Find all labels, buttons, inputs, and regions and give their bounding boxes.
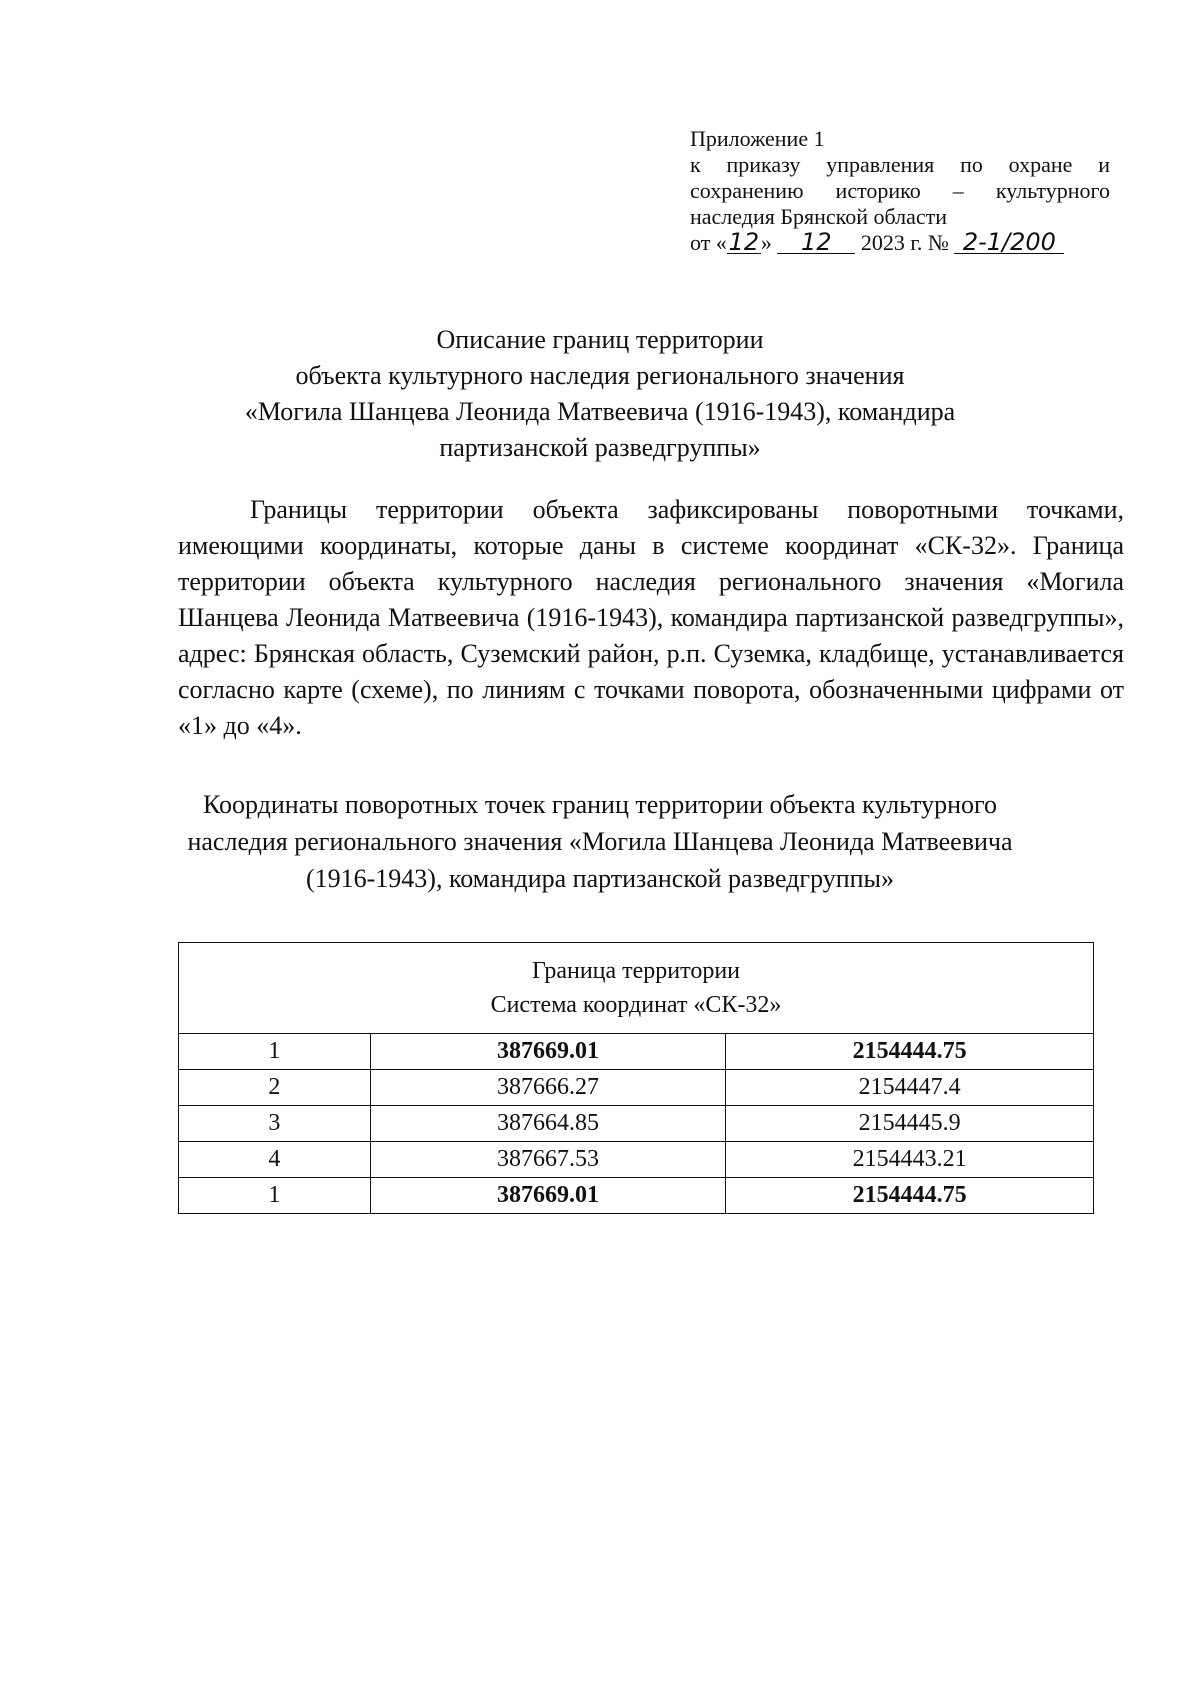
y-coordinate-cell: 2154447.4: [726, 1070, 1094, 1106]
coordinates-table: [178, 942, 1094, 1214]
x-coordinate-cell: 387669.01: [370, 1034, 726, 1070]
table-row: [179, 1034, 1094, 1070]
handwritten-day: 12: [728, 228, 760, 256]
point-cell: 4: [179, 1142, 371, 1178]
coordinates-heading-line: Координаты поворотных точек границ территории объекта культурного: [202, 790, 998, 819]
date-year: 2023 г. №: [860, 230, 949, 255]
handwritten-month: 12: [777, 231, 855, 254]
table-row: [179, 1106, 1094, 1142]
table-row: [179, 1142, 1094, 1178]
x-coordinate-cell: 387664.85: [370, 1106, 726, 1142]
x-coordinate-cell: 387669.01: [370, 1178, 726, 1214]
coordinates-heading-line: (1916-1943), командира партизанской разведгруппы»: [305, 864, 895, 893]
order-date-line: [690, 230, 1110, 256]
point-cell: 2: [179, 1070, 371, 1106]
title-line: «Могила Шанцева Леонида Матвеевича (1916-1943), командира: [244, 397, 956, 426]
x-coordinate-cell: 387667.53: [370, 1142, 726, 1178]
table-header-row: [179, 943, 1094, 1034]
y-coordinate-cell: 2154444.75: [726, 1034, 1094, 1070]
table-header-line: Система координат «СК-32»: [490, 992, 782, 1018]
x-coordinate-cell: 387666.27: [370, 1070, 726, 1106]
date-prefix: от «: [690, 230, 727, 255]
handwritten-order-number: 2-1/200: [954, 231, 1064, 254]
appendix-line: сохранению историко – культурного: [690, 178, 1110, 203]
appendix-line: наследия Брянской области: [690, 204, 948, 229]
title-line: партизанской разведгруппы»: [439, 433, 761, 462]
y-coordinate-cell: 2154443.21: [726, 1142, 1094, 1178]
table-row: [179, 1178, 1094, 1214]
body-text: [178, 492, 1124, 744]
title-line: объекта культурного наследия регионального значения: [295, 361, 905, 390]
table-header-line: Граница территории: [531, 958, 741, 984]
table-row: [179, 1070, 1094, 1106]
title-line: Описание границ территории: [436, 325, 764, 354]
y-coordinate-cell: 2154444.75: [726, 1178, 1094, 1214]
body-paragraph: Границы территории объекта зафиксированы поворотными точками, имеющими координаты, которые даны в системе координат «СК-32». Граница территории объекта культурного наследия регионального значения «Могила Шанцева Леонида Матвеевича (1916-1943), командира партизанской разведгруппы», адрес: Брянская область, Суземский район, р.п. Суземка, кладбище, устанавливается согласно карте (схеме), по линиям с точками поворота, обозначенными цифрами от «1» до «4».: [178, 495, 1124, 740]
table-header-cell: [179, 943, 1094, 1034]
point-cell: 1: [179, 1034, 371, 1070]
point-cell: 3: [179, 1106, 371, 1142]
point-cell: 1: [179, 1178, 371, 1214]
appendix-heading: Приложение 1: [690, 126, 825, 151]
document-title: [150, 322, 1050, 466]
appendix-block: [690, 126, 1110, 256]
coordinates-heading: [150, 786, 1050, 897]
date-mid: »: [760, 230, 772, 255]
appendix-line: к приказу управления по охране и: [690, 152, 1110, 177]
coordinates-heading-line: наследия регионального значения «Могила Шанцева Леонида Матвеевича: [187, 827, 1013, 856]
y-coordinate-cell: 2154445.9: [726, 1106, 1094, 1142]
